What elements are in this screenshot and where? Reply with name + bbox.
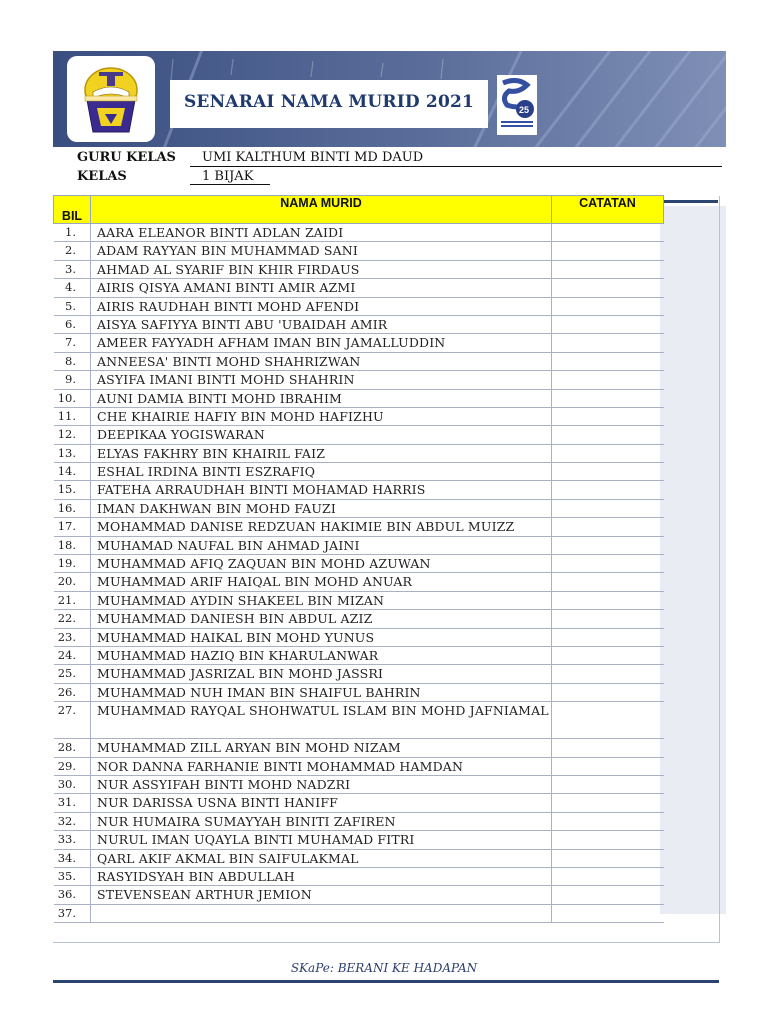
row-number: 26. [54, 683, 91, 701]
student-name: NURUL IMAN UQAYLA BINTI MUHAMAD FITRI [91, 831, 552, 849]
page-title: SENARAI NAMA MURID 2021 [183, 92, 475, 112]
row-number: 12. [54, 426, 91, 444]
catatan-cell [552, 407, 664, 425]
student-name: AIRIS QISYA AMANI BINTI AMIR AZMI [91, 279, 552, 297]
student-name: MUHAMMAD AYDIN SHAKEEL BIN MIZAN [91, 591, 552, 609]
row-number: 1. [54, 224, 91, 242]
row-number: 19. [54, 555, 91, 573]
table-row [54, 591, 664, 609]
catatan-cell [552, 536, 664, 554]
table-row [54, 481, 664, 499]
row-number: 2. [54, 242, 91, 260]
column-header-nama-murid: NAMA MURID [91, 196, 552, 224]
table-row [54, 702, 664, 739]
row-number: 7. [54, 334, 91, 352]
student-name: QARL AKIF AKMAL BIN SAIFULAKMAL [91, 849, 552, 867]
catatan-cell [552, 518, 664, 536]
footer-motto: SKaPe: BERANI KE HADAPAN [290, 961, 478, 975]
catatan-cell [552, 315, 664, 333]
table-row [54, 757, 664, 775]
student-name: IMAN DAKHWAN BIN MOHD FAUZI [91, 499, 552, 517]
row-number: 30. [54, 775, 91, 793]
kelas-underline [190, 184, 270, 185]
row-number: 20. [54, 573, 91, 591]
row-number: 22. [54, 610, 91, 628]
table-row [54, 389, 664, 407]
table-row [54, 628, 664, 646]
row-number: 36. [54, 886, 91, 904]
catatan-cell [552, 444, 664, 462]
table-row [54, 904, 664, 922]
row-number: 4. [54, 279, 91, 297]
student-name: AARA ELEANOR BINTI ADLAN ZAIDI [91, 224, 552, 242]
row-number: 23. [54, 628, 91, 646]
column-header-bil: BIL [54, 196, 91, 224]
table-row [54, 665, 664, 683]
student-name: ADAM RAYYAN BIN MUHAMMAD SANI [91, 242, 552, 260]
catatan-cell [552, 499, 664, 517]
student-name: RASYIDSYAH BIN ABDULLAH [91, 867, 552, 885]
student-name: AMEER FAYYADH AFHAM IMAN BIN JAMALLUDDIN [91, 334, 552, 352]
catatan-cell [552, 610, 664, 628]
row-number: 18. [54, 536, 91, 554]
row-number: 27. [54, 702, 91, 739]
row-number: 37. [54, 904, 91, 922]
catatan-cell [552, 683, 664, 701]
table-row [54, 683, 664, 701]
row-number: 15. [54, 481, 91, 499]
table-row [54, 407, 664, 425]
catatan-cell [552, 757, 664, 775]
student-name: MUHAMMAD JASRIZAL BIN MOHD JASSRI [91, 665, 552, 683]
table-row [54, 775, 664, 793]
table-row [54, 739, 664, 757]
row-number: 31. [54, 794, 91, 812]
table-row [54, 555, 664, 573]
row-number: 25. [54, 665, 91, 683]
table-row [54, 352, 664, 370]
svg-text:25: 25 [519, 105, 530, 115]
row-number: 21. [54, 591, 91, 609]
row-number: 6. [54, 315, 91, 333]
catatan-cell [552, 297, 664, 315]
catatan-cell [552, 646, 664, 664]
sk-25-logo-icon [497, 75, 537, 135]
catatan-cell [552, 371, 664, 389]
table-row [54, 371, 664, 389]
student-name: ASYIFA IMANI BINTI MOHD SHAHRIN [91, 371, 552, 389]
catatan-cell [552, 260, 664, 278]
row-number: 10. [54, 389, 91, 407]
student-name: FATEHA ARRAUDHAH BINTI MOHAMAD HARRIS [91, 481, 552, 499]
school-logo [67, 56, 155, 142]
guru-kelas-label: GURU KELAS [77, 150, 176, 165]
student-name: MUHAMMAD ARIF HAIQAL BIN MOHD ANUAR [91, 573, 552, 591]
catatan-cell [552, 481, 664, 499]
catatan-cell [552, 628, 664, 646]
table-row [54, 886, 664, 904]
table-row [54, 518, 664, 536]
catatan-cell [552, 426, 664, 444]
table-row [54, 224, 664, 242]
table-row [54, 242, 664, 260]
student-name: AIRIS RAUDHAH BINTI MOHD AFENDI [91, 297, 552, 315]
guru-kelas-value: UMI KALTHUM BINTI MD DAUD [202, 150, 424, 165]
catatan-cell [552, 555, 664, 573]
table-row [54, 867, 664, 885]
catatan-cell [552, 665, 664, 683]
student-name: ESHAL IRDINA BINTI ESZRAFIQ [91, 463, 552, 481]
row-number: 33. [54, 831, 91, 849]
catatan-cell [552, 886, 664, 904]
table-row [54, 260, 664, 278]
student-name: NUR HUMAIRA SUMAYYAH BINITI ZAFIREN [91, 812, 552, 830]
student-name: MUHAMAD NAUFAL BIN AHMAD JAINI [91, 536, 552, 554]
row-number: 13. [54, 444, 91, 462]
guru-underline [190, 166, 722, 167]
table-header-row [54, 196, 664, 224]
student-name: MOHAMMAD DANISE REDZUAN HAKIMIE BIN ABDUL MUIZZ [91, 518, 552, 536]
footer-line [53, 980, 719, 983]
student-name: STEVENSEAN ARTHUR JEMION [91, 886, 552, 904]
table-row [54, 831, 664, 849]
table-row [54, 334, 664, 352]
student-table [53, 195, 664, 923]
student-name: NUR DARISSA USNA BINTI HANIFF [91, 794, 552, 812]
student-name: MUHAMMAD HAZIQ BIN KHARULANWAR [91, 646, 552, 664]
catatan-cell [552, 463, 664, 481]
row-number: 34. [54, 849, 91, 867]
school-crest-icon [67, 56, 155, 142]
catatan-cell [552, 389, 664, 407]
student-name: MUHAMMAD HAIKAL BIN MOHD YUNUS [91, 628, 552, 646]
table-row [54, 646, 664, 664]
catatan-cell [552, 831, 664, 849]
catatan-cell [552, 279, 664, 297]
catatan-cell [552, 352, 664, 370]
student-name: MUHAMMAD DANIESH BIN ABDUL AZIZ [91, 610, 552, 628]
row-number: 24. [54, 646, 91, 664]
student-name: NUR ASSYIFAH BINTI MOHD NADZRI [91, 775, 552, 793]
row-number: 29. [54, 757, 91, 775]
sekolah-logo [497, 75, 537, 135]
student-name: AUNI DAMIA BINTI MOHD IBRAHIM [91, 389, 552, 407]
table-row [54, 812, 664, 830]
table-row [54, 463, 664, 481]
table-row [54, 499, 664, 517]
student-name: DEEPIKAA YOGISWARAN [91, 426, 552, 444]
student-name: MUHAMMAD NUH IMAN BIN SHAIFUL BAHRIN [91, 683, 552, 701]
student-name: MUHAMMAD RAYQAL SHOHWATUL ISLAM BIN MOHD JAFNIAMAL [91, 702, 552, 739]
row-number: 16. [54, 499, 91, 517]
table-row [54, 610, 664, 628]
student-name: ANNEESA' BINTI MOHD SHAHRIZWAN [91, 352, 552, 370]
table-row [54, 315, 664, 333]
table-row [54, 444, 664, 462]
student-name: CHE KHAIRIE HAFIY BIN MOHD HAFIZHU [91, 407, 552, 425]
student-name: AISYA SAFIYYA BINTI ABU 'UBAIDAH AMIR [91, 315, 552, 333]
catatan-cell [552, 242, 664, 260]
student-name: NOR DANNA FARHANIE BINTI MOHAMMAD HAMDAN [91, 757, 552, 775]
row-number: 8. [54, 352, 91, 370]
catatan-cell [552, 794, 664, 812]
row-number: 5. [54, 297, 91, 315]
table-row [54, 794, 664, 812]
table-row [54, 297, 664, 315]
student-name: MUHAMMAD ZILL ARYAN BIN MOHD NIZAM [91, 739, 552, 757]
catatan-cell [552, 573, 664, 591]
row-number: 14. [54, 463, 91, 481]
student-name: MUHAMMAD AFIQ ZAQUAN BIN MOHD AZUWAN [91, 555, 552, 573]
catatan-cell [552, 702, 664, 739]
row-number: 35. [54, 867, 91, 885]
row-number: 32. [54, 812, 91, 830]
row-number: 9. [54, 371, 91, 389]
catatan-cell [552, 904, 664, 922]
student-name [91, 904, 552, 922]
row-number: 3. [54, 260, 91, 278]
sheet-accent-line [662, 200, 718, 203]
catatan-cell [552, 739, 664, 757]
table-row [54, 279, 664, 297]
catatan-cell [552, 224, 664, 242]
table-row [54, 536, 664, 554]
catatan-cell [552, 812, 664, 830]
row-number: 11. [54, 407, 91, 425]
catatan-cell [552, 775, 664, 793]
catatan-cell [552, 591, 664, 609]
student-name: AHMAD AL SYARIF BIN KHIR FIRDAUS [91, 260, 552, 278]
kelas-value: 1 BIJAK [202, 169, 254, 184]
table-row [54, 573, 664, 591]
row-number: 17. [54, 518, 91, 536]
table-row [54, 426, 664, 444]
table-row [54, 849, 664, 867]
catatan-cell [552, 334, 664, 352]
catatan-cell [552, 867, 664, 885]
kelas-label: KELAS [77, 169, 127, 184]
student-name: ELYAS FAKHRY BIN KHAIRIL FAIZ [91, 444, 552, 462]
row-number: 28. [54, 739, 91, 757]
column-header-catatan: CATATAN [552, 196, 664, 224]
catatan-cell [552, 849, 664, 867]
